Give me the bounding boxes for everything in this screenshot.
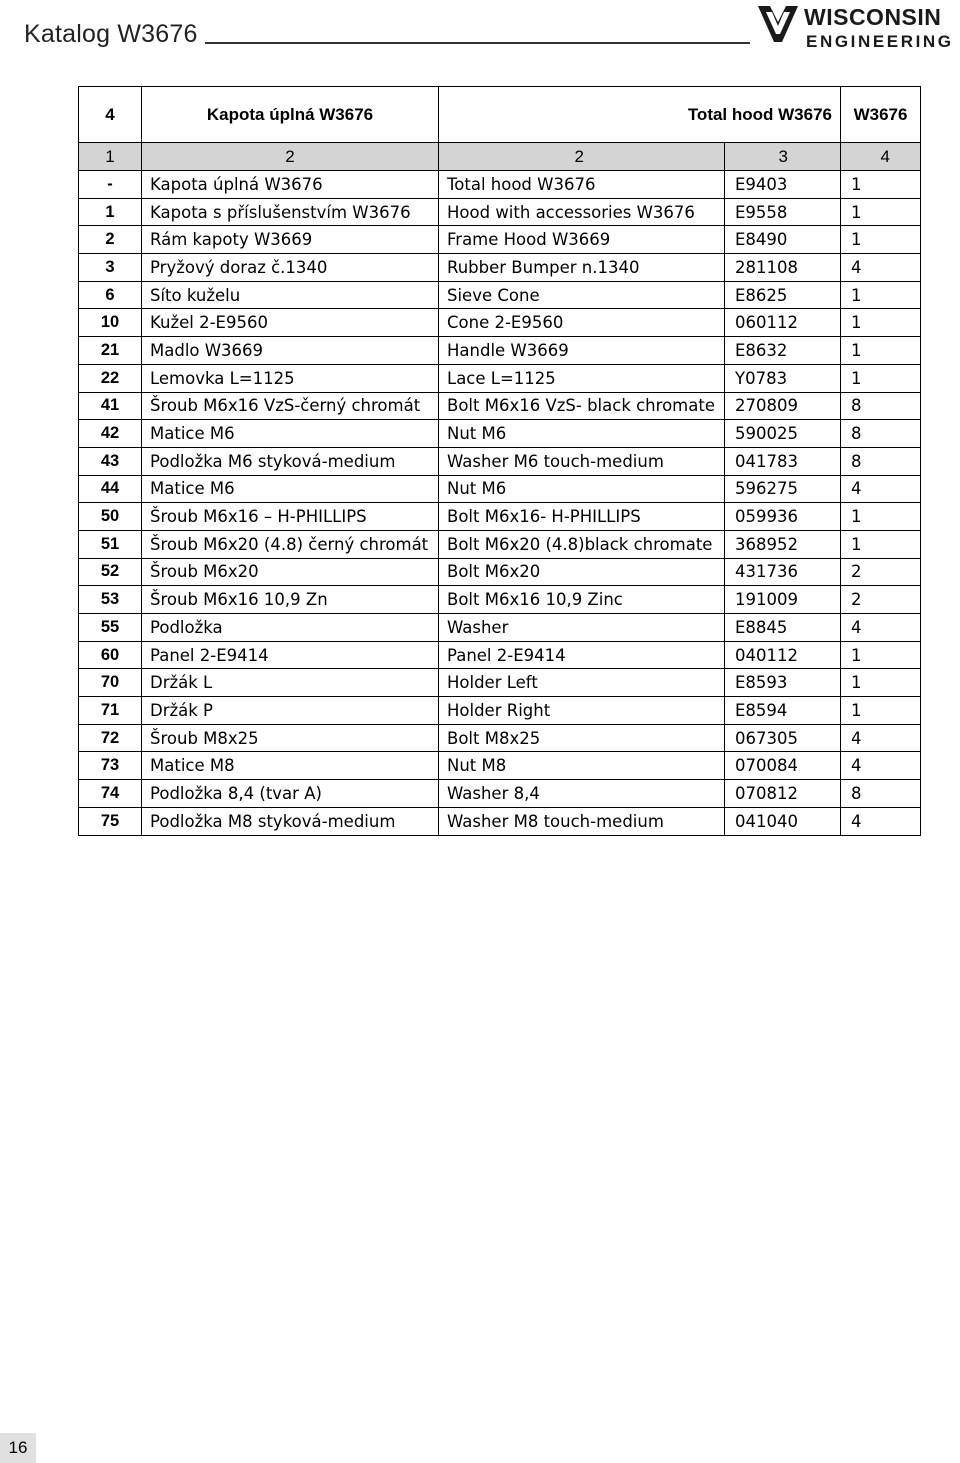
quantity-cell: 1 [841, 503, 921, 531]
table-row [79, 752, 921, 780]
table-row [79, 447, 921, 475]
wisconsin-engineering-logo [756, 2, 960, 52]
position-cell: 41 [79, 392, 142, 420]
quantity-cell: 1 [841, 198, 921, 226]
quantity-cell: 1 [841, 309, 921, 337]
name-en-cell: Holder Right [439, 697, 725, 725]
name-en-cell: Hood with accessories W3676 [439, 198, 725, 226]
table-row [79, 669, 921, 697]
table-row [79, 254, 921, 282]
column-number: 2 [439, 143, 725, 171]
table-title-row [79, 87, 921, 143]
name-en-cell: Holder Left [439, 669, 725, 697]
quantity-cell: 4 [841, 614, 921, 642]
name-cz-cell: Šroub M8x25 [142, 724, 439, 752]
quantity-cell: 4 [841, 475, 921, 503]
table-row [79, 364, 921, 392]
part-code-cell: E8632 [725, 337, 841, 365]
name-cz-cell: Pryžový doraz č.1340 [142, 254, 439, 282]
name-en-cell: Washer M8 touch-medium [439, 807, 725, 835]
position-cell: 73 [79, 752, 142, 780]
part-code-cell: 270809 [725, 392, 841, 420]
part-code-cell: 040112 [725, 641, 841, 669]
table-row [79, 586, 921, 614]
table-row [79, 503, 921, 531]
table-row [79, 309, 921, 337]
name-cz-cell: Šroub M6x20 [142, 558, 439, 586]
name-en-cell: Bolt M6x20 [439, 558, 725, 586]
column-number: 3 [725, 143, 841, 171]
part-code-cell: 059936 [725, 503, 841, 531]
column-number: 2 [142, 143, 439, 171]
part-code-cell: E9558 [725, 198, 841, 226]
part-code-cell: 431736 [725, 558, 841, 586]
name-en-cell: Total hood W3676 [439, 171, 725, 199]
position-cell: 52 [79, 558, 142, 586]
quantity-cell: 1 [841, 171, 921, 199]
name-en-cell: Washer M6 touch-medium [439, 447, 725, 475]
quantity-cell: 4 [841, 752, 921, 780]
position-cell: 3 [79, 254, 142, 282]
name-en-cell: Panel 2-E9414 [439, 641, 725, 669]
name-cz-cell: Matice M8 [142, 752, 439, 780]
part-code-cell: 041040 [725, 807, 841, 835]
quantity-cell: 2 [841, 558, 921, 586]
quantity-cell: 4 [841, 254, 921, 282]
quantity-cell: 1 [841, 669, 921, 697]
part-code-cell: E8594 [725, 697, 841, 725]
position-cell: 72 [79, 724, 142, 752]
name-cz-cell: Podložka M8 styková-medium [142, 807, 439, 835]
position-cell: 71 [79, 697, 142, 725]
table-row [79, 807, 921, 835]
name-en-cell: Washer 8,4 [439, 780, 725, 808]
position-cell: 75 [79, 807, 142, 835]
part-code-cell: E8593 [725, 669, 841, 697]
name-en-cell: Nut M6 [439, 420, 725, 448]
table-row [79, 475, 921, 503]
name-en-cell: Nut M8 [439, 752, 725, 780]
name-en-cell: Handle W3669 [439, 337, 725, 365]
name-cz-cell: Kapota s příslušenstvím W3676 [142, 198, 439, 226]
name-cz-cell: Šroub M6x16 VzS-černý chromát [142, 392, 439, 420]
part-code-cell: E9403 [725, 171, 841, 199]
name-cz-cell: Madlo W3669 [142, 337, 439, 365]
table-row [79, 558, 921, 586]
quantity-cell: 2 [841, 586, 921, 614]
name-cz-cell: Šroub M6x20 (4.8) černý chromát [142, 530, 439, 558]
name-en-cell: Cone 2-E9560 [439, 309, 725, 337]
position-cell: 22 [79, 364, 142, 392]
quantity-cell: 4 [841, 724, 921, 752]
table-row [79, 641, 921, 669]
name-cz-cell: Držák L [142, 669, 439, 697]
part-code-cell: Y0783 [725, 364, 841, 392]
part-code-cell: 281108 [725, 254, 841, 282]
position-cell: 21 [79, 337, 142, 365]
part-code-cell: 596275 [725, 475, 841, 503]
name-cz-cell: Matice M6 [142, 420, 439, 448]
assembly-number: 4 [79, 87, 142, 143]
position-cell: 43 [79, 447, 142, 475]
table-row [79, 780, 921, 808]
name-cz-cell: Kužel 2-E9560 [142, 309, 439, 337]
part-code-cell: E8625 [725, 281, 841, 309]
part-code-cell: 070812 [725, 780, 841, 808]
name-cz-cell: Šroub M6x16 – H-PHILLIPS [142, 503, 439, 531]
logo-line2: ENGINEERING [806, 32, 954, 51]
page-header [0, 0, 960, 60]
name-en-cell: Rubber Bumper n.1340 [439, 254, 725, 282]
name-cz-cell: Podložka M6 styková-medium [142, 447, 439, 475]
column-number-row [79, 143, 921, 171]
table-row [79, 614, 921, 642]
name-en-cell: Bolt M8x25 [439, 724, 725, 752]
name-cz-cell: Panel 2-E9414 [142, 641, 439, 669]
name-en-cell: Sieve Cone [439, 281, 725, 309]
part-code-cell: 191009 [725, 586, 841, 614]
logo-line1: WISCONSIN [804, 4, 942, 30]
quantity-cell: 8 [841, 780, 921, 808]
name-en-cell: Bolt M6x16- H-PHILLIPS [439, 503, 725, 531]
name-en-cell: Frame Hood W3669 [439, 226, 725, 254]
position-cell: 1 [79, 198, 142, 226]
quantity-cell: 1 [841, 641, 921, 669]
table-row [79, 697, 921, 725]
part-code-cell: 060112 [725, 309, 841, 337]
name-cz-cell: Matice M6 [142, 475, 439, 503]
quantity-cell: 8 [841, 392, 921, 420]
page-number: 16 [0, 1433, 36, 1463]
position-cell: 53 [79, 586, 142, 614]
column-number: 1 [79, 143, 142, 171]
name-en-cell: Lace L=1125 [439, 364, 725, 392]
table-row [79, 198, 921, 226]
logo-mark-icon [756, 2, 960, 52]
position-cell: - [79, 171, 142, 199]
quantity-cell: 4 [841, 807, 921, 835]
position-cell: 50 [79, 503, 142, 531]
name-cz-cell: Podložka [142, 614, 439, 642]
quantity-cell: 1 [841, 697, 921, 725]
name-cz-cell: Rám kapoty W3669 [142, 226, 439, 254]
position-cell: 6 [79, 281, 142, 309]
quantity-cell: 8 [841, 447, 921, 475]
part-code-cell: 070084 [725, 752, 841, 780]
position-cell: 55 [79, 614, 142, 642]
header-rule [205, 42, 750, 44]
part-code-cell: 067305 [725, 724, 841, 752]
name-en-cell: Bolt M6x20 (4.8)black chromate [439, 530, 725, 558]
name-en-cell: Bolt M6x16 10,9 Zinc [439, 586, 725, 614]
part-code-cell: E8845 [725, 614, 841, 642]
table-row [79, 724, 921, 752]
position-cell: 74 [79, 780, 142, 808]
table-row [79, 420, 921, 448]
position-cell: 10 [79, 309, 142, 337]
name-cz-cell: Lemovka L=1125 [142, 364, 439, 392]
position-cell: 70 [79, 669, 142, 697]
column-number: 4 [841, 143, 921, 171]
table-row [79, 392, 921, 420]
part-code-cell: 041783 [725, 447, 841, 475]
assembly-name-en: Total hood W3676 [439, 87, 841, 143]
assembly-code: W3676 [841, 87, 921, 143]
position-cell: 2 [79, 226, 142, 254]
table-row [79, 171, 921, 199]
catalog-title: Katalog W3676 [24, 20, 198, 48]
name-cz-cell: Šroub M6x16 10,9 Zn [142, 586, 439, 614]
name-cz-cell: Kapota úplná W3676 [142, 171, 439, 199]
table-row [79, 226, 921, 254]
table-row [79, 530, 921, 558]
name-en-cell: Washer [439, 614, 725, 642]
position-cell: 60 [79, 641, 142, 669]
position-cell: 44 [79, 475, 142, 503]
position-cell: 51 [79, 530, 142, 558]
position-cell: 42 [79, 420, 142, 448]
quantity-cell: 8 [841, 420, 921, 448]
table-row [79, 337, 921, 365]
quantity-cell: 1 [841, 364, 921, 392]
quantity-cell: 1 [841, 281, 921, 309]
part-code-cell: 368952 [725, 530, 841, 558]
part-code-cell: E8490 [725, 226, 841, 254]
name-en-cell: Nut M6 [439, 475, 725, 503]
name-en-cell: Bolt M6x16 VzS- black chromate [439, 392, 725, 420]
name-cz-cell: Držák P [142, 697, 439, 725]
quantity-cell: 1 [841, 530, 921, 558]
assembly-name-cz: Kapota úplná W3676 [142, 87, 439, 143]
quantity-cell: 1 [841, 226, 921, 254]
part-code-cell: 590025 [725, 420, 841, 448]
name-cz-cell: Podložka 8,4 (tvar A) [142, 780, 439, 808]
name-cz-cell: Síto kuželu [142, 281, 439, 309]
parts-table [78, 86, 921, 836]
quantity-cell: 1 [841, 337, 921, 365]
table-row [79, 281, 921, 309]
